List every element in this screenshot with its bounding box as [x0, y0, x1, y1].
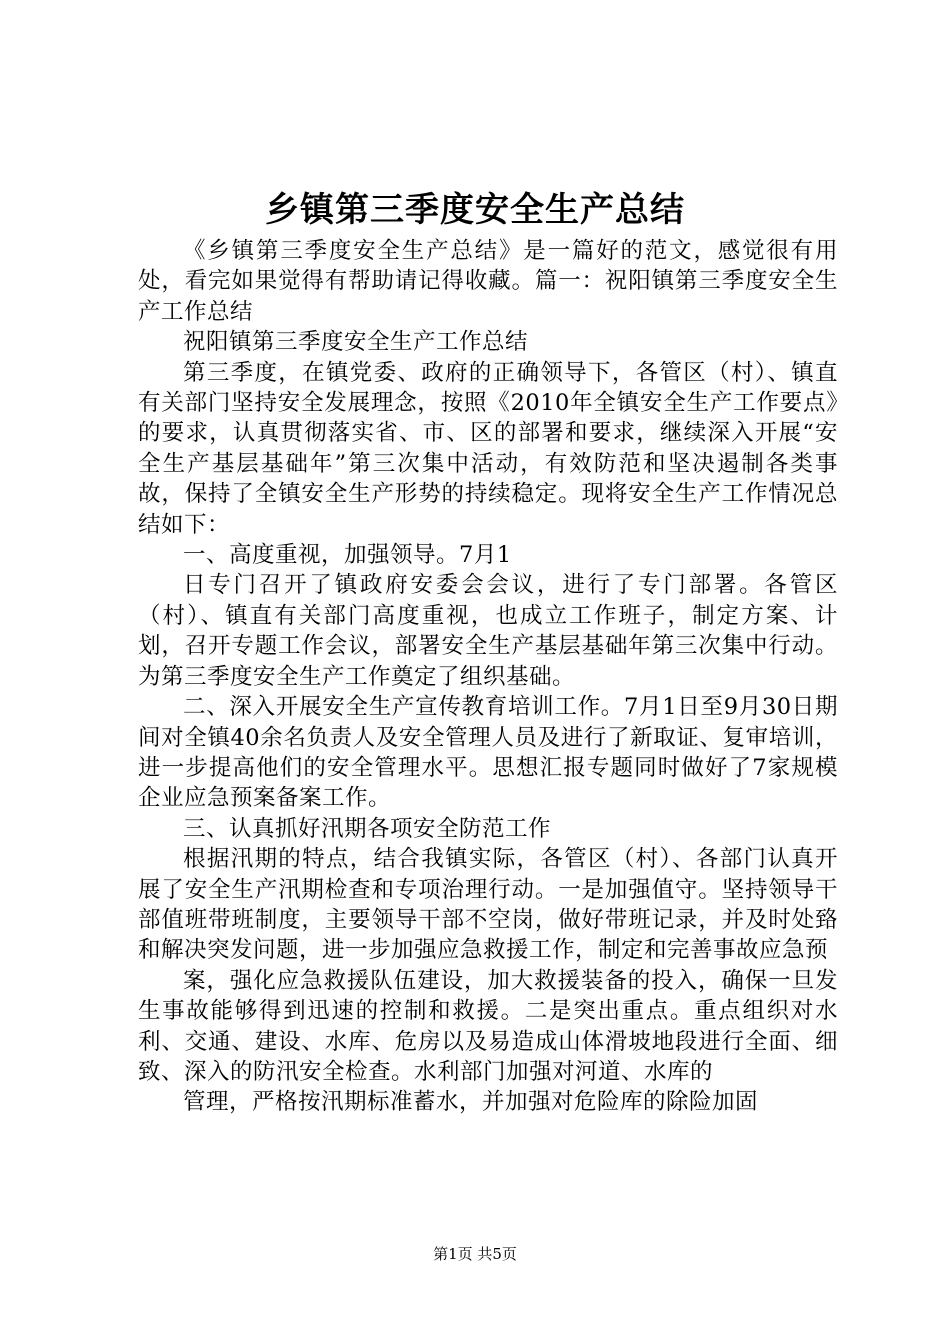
paragraph-overview: 第三季度，在镇党委、政府的正确领导下，各管区（村）、镇直有关部门坚持安全发展理念，按照《2010年全镇安全生产工作要点》的要求，认真贯彻落实省、市、区的部署和要求，继续深入开展“安全生产基层基础年”第三次集中活动，有效防范和坚决遏制各类事故，保持了全镇安全生产形势的持续稳定。现将安全生产工作情况总结如下：	[138, 359, 838, 538]
paragraph-section-3-continued: 案，强化应急救援队伍建设，加大救援装备的投入，确保一旦发生事故能够得到迅速的控制和救援。二是突出重点。重点组织对水利、交通、建设、水库、危房以及易造成山体滑坡地段进行全面、细致、深入的防汛安全检查。水利部门加强对河道、水库的	[138, 967, 838, 1085]
paragraph-section-3-tail: 管理，严格按汛期标准蓄水，并加强对危险库的除险加固	[183, 1089, 759, 1116]
page-number-footer: 第1页 共5页	[433, 1245, 517, 1263]
paragraph-section-1-body: 日专门召开了镇政府安委会会议，进行了专门部署。各管区（村）、镇直有关部门高度重视，也成立工作班子，制定方案、计划，召开专题工作会议，部署安全生产基层基础年第三次集中行动。为第三季度安全生产工作奠定了组织基础。	[138, 572, 838, 690]
document-body	[138, 236, 838, 1118]
paragraph-section-3-heading: 三、认真抓好汛期各项安全防范工作	[183, 815, 552, 842]
paragraph-section-2: 二、深入开展安全生产宣传教育培训工作。7月1日至9月30日期间对全镇40余名负责人及安全管理人员及进行了新取证、复审培训，进一步提高他们的安全管理水平。思想汇报专题同时做好了7家规模企业应急预案备案工作。	[138, 694, 838, 812]
paragraph-section-1-heading: 一、高度重视，加强领导。7月1	[183, 542, 512, 569]
document-title: 乡镇第三季度安全生产总结	[265, 190, 685, 230]
paragraph-intro: 《乡镇第三季度安全生产总结》是一篇好的范文，感觉很有用处，看完如果觉得有帮助请记得收藏。篇一：祝阳镇第三季度安全生产工作总结	[138, 238, 838, 325]
paragraph-heading: 祝阳镇第三季度安全生产工作总结	[183, 329, 529, 356]
paragraph-section-3-body: 根据汛期的特点，结合我镇实际，各管区（村）、各部门认真开展了安全生产汛期检查和专项治理行动。一是加强值守。坚持领导干部值班带班制度，主要领导干部不空岗，做好带班记录，并及时处臵和解决突发问题，进一步加强应急救援工作，制定和完善事故应急预	[138, 846, 838, 964]
